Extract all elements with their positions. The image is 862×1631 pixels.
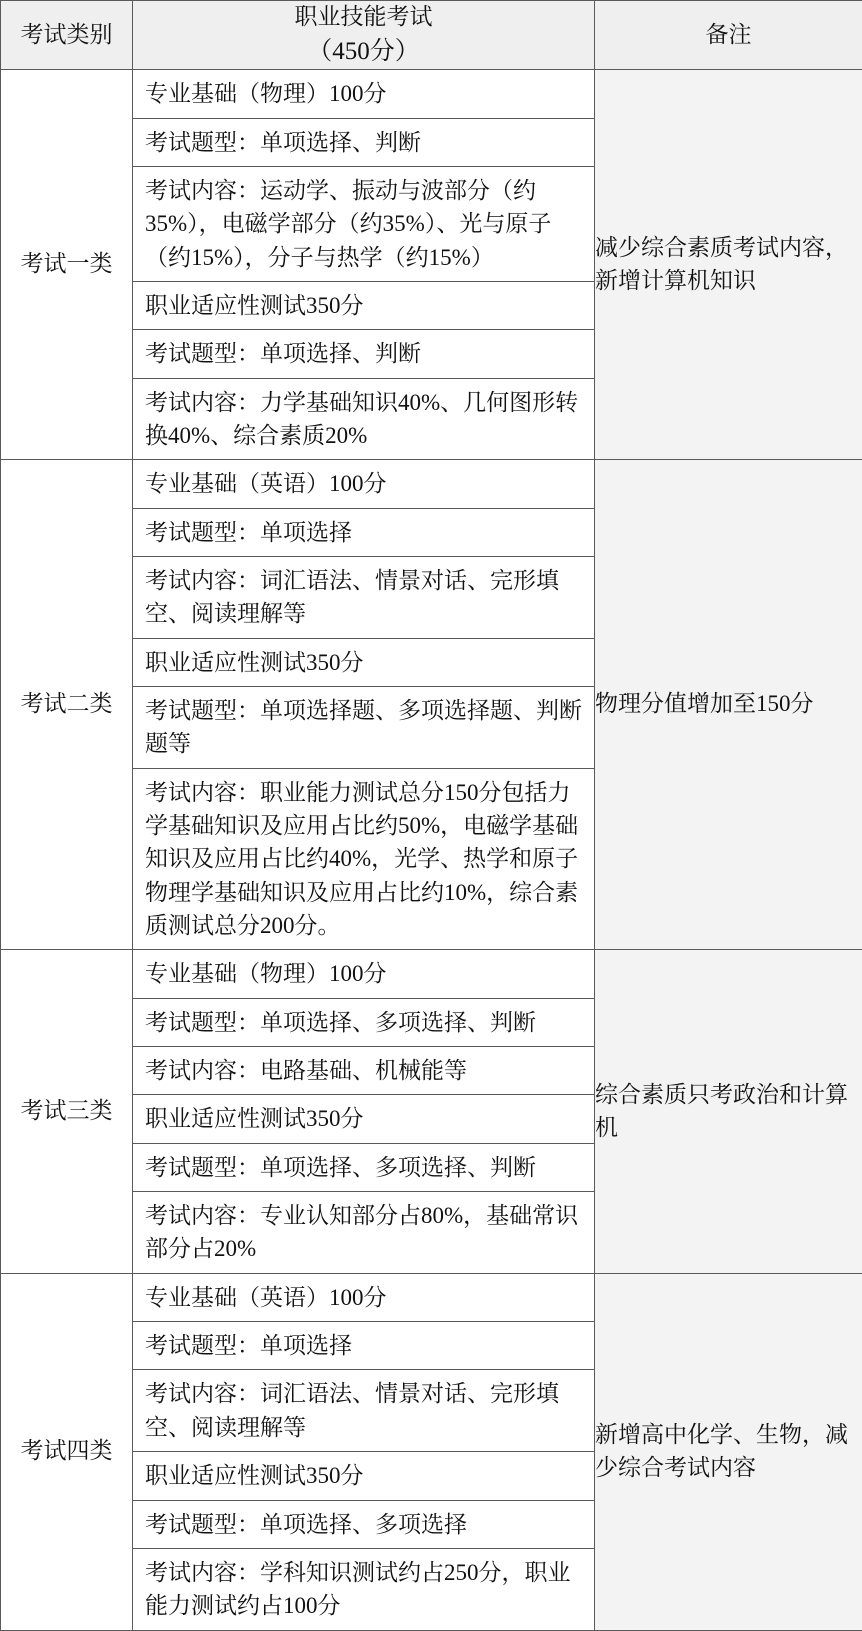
- list-item: 考试内容：学科知识测试约占250分，职业能力测试约占100分: [133, 1548, 594, 1629]
- list-item: 专业基础（物理）100分: [133, 950, 594, 998]
- skill-detail-cell: [133, 1273, 595, 1630]
- list-item: 考试题型：单项选择、多项选择、判断: [133, 1143, 594, 1191]
- table-row: [1, 950, 862, 1273]
- list-item: 考试题型：单项选择、多项选择、判断: [133, 998, 594, 1046]
- note-cell: 减少综合素质考试内容，新增计算机知识: [595, 70, 862, 460]
- note-cell: 综合素质只考政治和计算机: [595, 950, 862, 1273]
- list-item: 职业适应性测试350分: [133, 1095, 594, 1143]
- category-cell: 考试三类: [1, 950, 133, 1273]
- list-item: 考试内容：力学基础知识40%、几何图形转换40%、综合素质20%: [133, 378, 594, 459]
- skill-detail-list: [133, 70, 594, 459]
- header-skill-exam: [133, 1, 595, 70]
- header-skill-exam-main: 职业技能考试: [295, 4, 433, 29]
- header-skill-exam-score: （450分）: [133, 34, 594, 70]
- list-item: 专业基础（英语）100分: [133, 460, 594, 508]
- table-header-row: [1, 1, 862, 70]
- list-item: 考试题型：单项选择: [133, 508, 594, 556]
- list-item: 职业适应性测试350分: [133, 281, 594, 329]
- skill-detail-cell: [133, 950, 595, 1273]
- note-cell: 物理分值增加至150分: [595, 460, 862, 950]
- category-cell: 考试一类: [1, 70, 133, 460]
- list-item: 考试题型：单项选择、多项选择: [133, 1500, 594, 1548]
- skill-detail-cell: [133, 70, 595, 460]
- skill-detail-list: [133, 460, 594, 949]
- skill-detail-list: [133, 1274, 594, 1630]
- header-note: 备注: [595, 1, 862, 70]
- list-item: 考试内容：运动学、振动与波部分（约35%），电磁学部分（约35%）、光与原子（约15%），分子与热学（约15%）: [133, 166, 594, 281]
- list-item: 专业基础（物理）100分: [133, 70, 594, 118]
- list-item: 职业适应性测试350分: [133, 1452, 594, 1500]
- list-item: 考试题型：单项选择、判断: [133, 118, 594, 166]
- list-item: 考试内容：电路基础、机械能等: [133, 1047, 594, 1095]
- skill-detail-cell: [133, 460, 595, 950]
- table-row: [1, 70, 862, 460]
- list-item: 考试内容：词汇语法、情景对话、完形填空、阅读理解等: [133, 1370, 594, 1452]
- list-item: 考试内容：专业认知部分占80%，基础常识部分占20%: [133, 1192, 594, 1273]
- header-category: 考试类别: [1, 1, 133, 70]
- table-row: [1, 1273, 862, 1630]
- list-item: 考试题型：单项选择: [133, 1322, 594, 1370]
- list-item: 考试题型：单项选择、判断: [133, 330, 594, 378]
- skill-detail-list: [133, 950, 594, 1272]
- list-item: 考试内容：职业能力测试总分150分包括力学基础知识及应用占比约50%，电磁学基础知识及应用占比约40%，光学、热学和原子物理学基础知识及应用占比约10%，综合素质测试总分200分。: [133, 768, 594, 949]
- category-cell: 考试四类: [1, 1273, 133, 1630]
- list-item: 职业适应性测试350分: [133, 638, 594, 686]
- list-item: 专业基础（英语）100分: [133, 1274, 594, 1322]
- category-cell: 考试二类: [1, 460, 133, 950]
- table-row: [1, 460, 862, 950]
- list-item: 考试题型：单项选择题、多项选择题、判断题等: [133, 686, 594, 768]
- list-item: 考试内容：词汇语法、情景对话、完形填空、阅读理解等: [133, 556, 594, 638]
- note-cell: 新增高中化学、生物，减少综合考试内容: [595, 1273, 862, 1630]
